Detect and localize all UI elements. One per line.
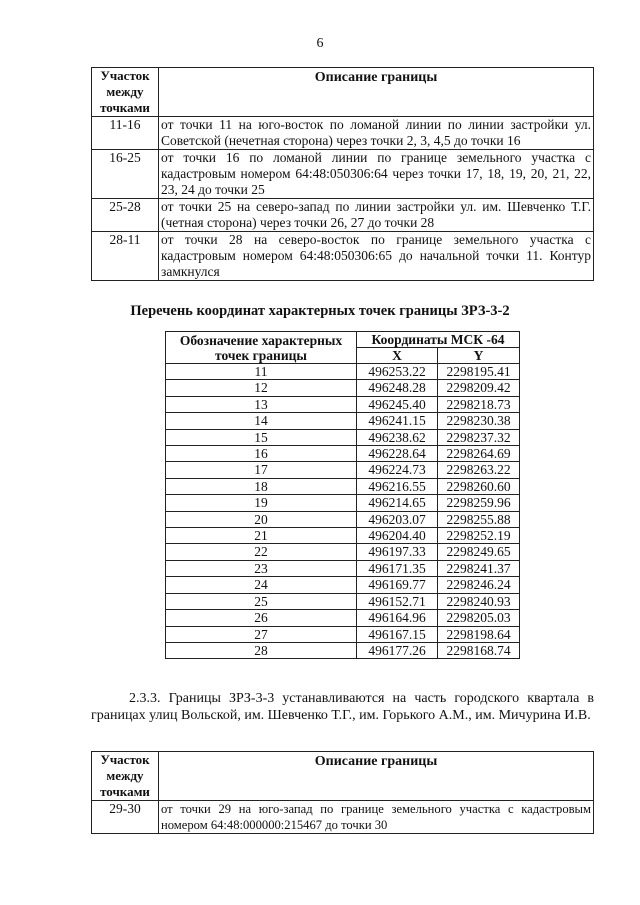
- y-cell: 2298259.96: [438, 495, 520, 511]
- segment-cell: 11-16: [92, 117, 159, 150]
- y-cell: 2298205.03: [438, 610, 520, 626]
- coords-header-row: [166, 332, 520, 348]
- x-cell: 496238.62: [357, 429, 438, 445]
- x-cell: 496248.28: [357, 380, 438, 396]
- y-cell: 2298252.19: [438, 528, 520, 544]
- point-cell: 14: [166, 413, 357, 429]
- point-cell: 28: [166, 642, 357, 658]
- coords-row: [166, 544, 520, 560]
- coords-row: [166, 577, 520, 593]
- coordinates-body: [166, 364, 520, 659]
- x-cell: 496152.71: [357, 593, 438, 609]
- header-x: X: [357, 348, 438, 364]
- coords-row: [166, 528, 520, 544]
- x-cell: 496204.40: [357, 528, 438, 544]
- y-cell: 2298249.65: [438, 544, 520, 560]
- coords-row: [166, 626, 520, 642]
- table-row: [92, 232, 594, 281]
- y-cell: 2298241.37: [438, 560, 520, 576]
- coords-row: [166, 429, 520, 445]
- x-cell: 496224.73: [357, 462, 438, 478]
- y-cell: 2298260.60: [438, 478, 520, 494]
- y-cell: 2298209.42: [438, 380, 520, 396]
- description-cell: от точки 29 на юго-запад по границе земельного участка с кадастровым номером 64:48:000000:215467 до точки 30: [159, 801, 594, 834]
- point-cell: 21: [166, 528, 357, 544]
- point-cell: 24: [166, 577, 357, 593]
- y-cell: 2298264.69: [438, 446, 520, 462]
- x-cell: 496169.77: [357, 577, 438, 593]
- x-cell: 496167.15: [357, 626, 438, 642]
- point-cell: 12: [166, 380, 357, 396]
- point-cell: 11: [166, 364, 357, 380]
- coords-row: [166, 478, 520, 494]
- x-cell: 496197.33: [357, 544, 438, 560]
- table-row: [92, 199, 594, 232]
- x-cell: 496245.40: [357, 396, 438, 412]
- header-segment: Участок между точками: [92, 752, 159, 801]
- header-y: Y: [438, 348, 520, 364]
- table-row: [92, 801, 594, 834]
- point-cell: 16: [166, 446, 357, 462]
- y-cell: 2298246.24: [438, 577, 520, 593]
- boundary-table-zrz-3-3: [91, 751, 594, 834]
- coords-row: [166, 364, 520, 380]
- segment-cell: 29-30: [92, 801, 159, 834]
- header-coordinates: Координаты МСК -64: [357, 332, 520, 348]
- header-segment: Участок между точками: [92, 68, 159, 117]
- table-row: [92, 117, 594, 150]
- point-cell: 15: [166, 429, 357, 445]
- header-description: Описание границы: [159, 68, 594, 117]
- header-point: Обозначение характерных точек границы: [166, 332, 357, 364]
- table-header-row: [92, 68, 594, 117]
- y-cell: 2298168.74: [438, 642, 520, 658]
- point-cell: 13: [166, 396, 357, 412]
- point-cell: 26: [166, 610, 357, 626]
- point-cell: 18: [166, 478, 357, 494]
- x-cell: 496241.15: [357, 413, 438, 429]
- point-cell: 27: [166, 626, 357, 642]
- section-paragraph: [91, 690, 594, 724]
- x-cell: 496228.64: [357, 446, 438, 462]
- y-cell: 2298230.38: [438, 413, 520, 429]
- x-cell: 496164.96: [357, 610, 438, 626]
- coords-row: [166, 380, 520, 396]
- x-cell: 496253.22: [357, 364, 438, 380]
- segment-cell: 16-25: [92, 150, 159, 199]
- segment-cell: 25-28: [92, 199, 159, 232]
- y-cell: 2298198.64: [438, 626, 520, 642]
- coordinates-table: [165, 331, 520, 659]
- coords-row: [166, 560, 520, 576]
- table-header-row: [92, 752, 594, 801]
- segment-cell: 28-11: [92, 232, 159, 281]
- coords-row: [166, 446, 520, 462]
- table-row: [92, 150, 594, 199]
- description-cell: от точки 28 на северо-восток по границе земельного участка с кадастровым номером 64:48:050306:65 до начальной точки 11. Контур замкнулся: [159, 232, 594, 281]
- x-cell: 496216.55: [357, 478, 438, 494]
- point-cell: 25: [166, 593, 357, 609]
- description-cell: от точки 11 на юго-восток по ломаной линии по линии застройки ул. Советской (нечетная сторона) через точки 2, 3, 4,5 до точки 16: [159, 117, 594, 150]
- point-cell: 23: [166, 560, 357, 576]
- x-cell: 496214.65: [357, 495, 438, 511]
- point-cell: 20: [166, 511, 357, 527]
- coords-row: [166, 610, 520, 626]
- point-cell: 22: [166, 544, 357, 560]
- description-cell: от точки 25 на северо-запад по линии застройки ул. им. Шевченко Т.Г. (четная сторона) через точки 26, 27 до точки 28: [159, 199, 594, 232]
- coords-row: [166, 593, 520, 609]
- x-cell: 496177.26: [357, 642, 438, 658]
- coords-row: [166, 511, 520, 527]
- coords-row: [166, 396, 520, 412]
- y-cell: 2298240.93: [438, 593, 520, 609]
- x-cell: 496171.35: [357, 560, 438, 576]
- y-cell: 2298218.73: [438, 396, 520, 412]
- y-cell: 2298263.22: [438, 462, 520, 478]
- description-cell: от точки 16 по ломаной линии по границе земельного участка с кадастровым номером 64:48:050306:64 через точки 17, 18, 19, 20, 21, 22, 23, 24 до точки 25: [159, 150, 594, 199]
- page-number: 6: [316, 36, 324, 51]
- point-cell: 19: [166, 495, 357, 511]
- coords-row: [166, 413, 520, 429]
- x-cell: 496203.07: [357, 511, 438, 527]
- coords-row: [166, 462, 520, 478]
- paragraph-text: 2.3.3. Границы ЗРЗ-3-3 устанавливаются на часть городского квартала в границах улиц Вольской, им. Шевченко Т.Г., им. Горького А.М., им. Мичурина И.В.: [91, 691, 594, 723]
- point-cell: 17: [166, 462, 357, 478]
- y-cell: 2298255.88: [438, 511, 520, 527]
- y-cell: 2298195.41: [438, 364, 520, 380]
- coords-row: [166, 642, 520, 658]
- boundary-table-zrz-3-2: [91, 67, 594, 281]
- y-cell: 2298237.32: [438, 429, 520, 445]
- coordinates-title: Перечень координат характерных точек границы ЗРЗ-3-2: [130, 303, 510, 319]
- coords-row: [166, 495, 520, 511]
- header-description: Описание границы: [159, 752, 594, 801]
